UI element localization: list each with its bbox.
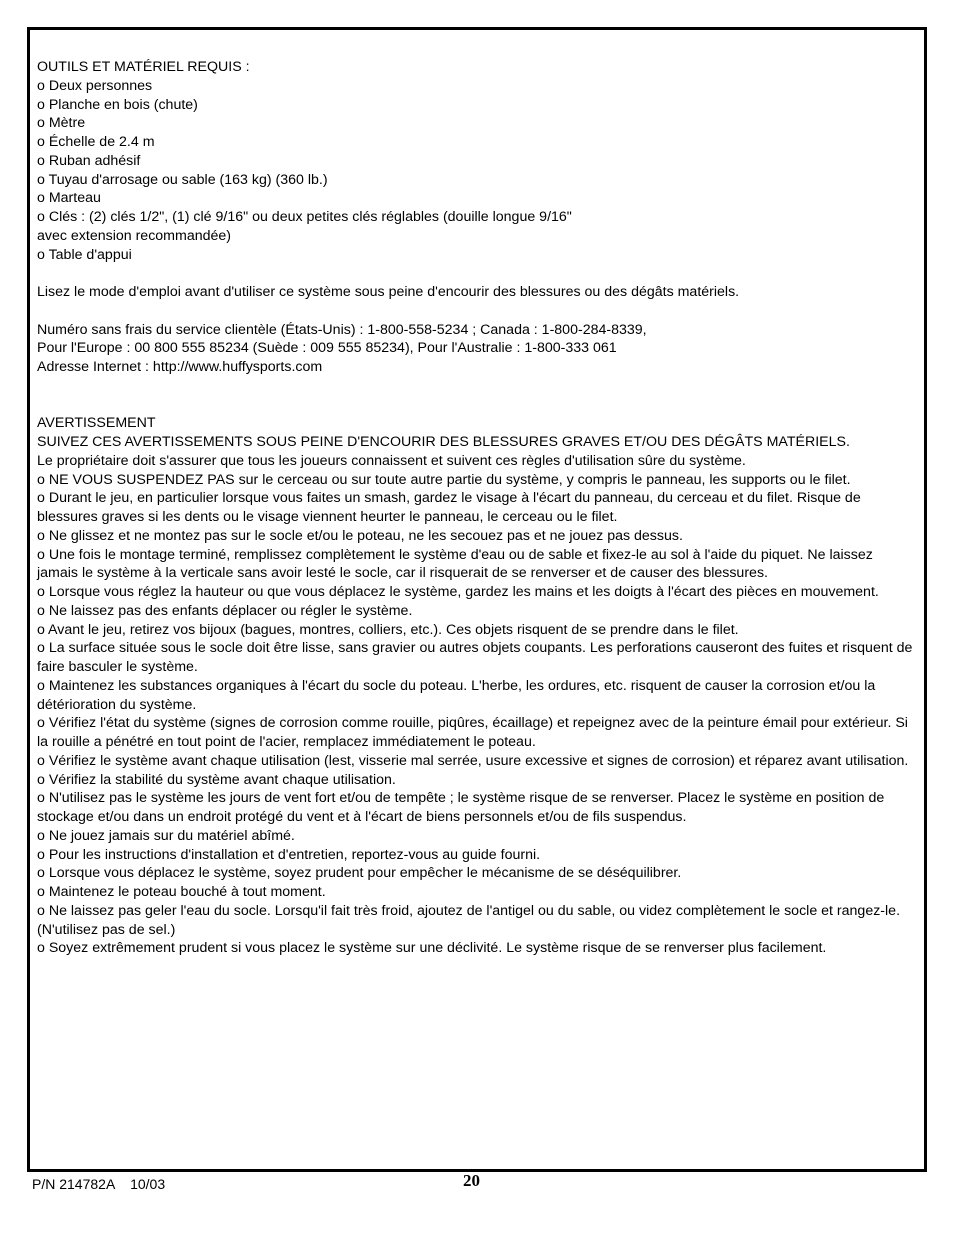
warning-item: o Maintenez le poteau bouché à tout moment.: [37, 884, 326, 900]
spacer: [37, 264, 913, 283]
warning-item: o Durant le jeu, en particulier lorsque vous faites un smash, gardez le visage à l'écart du panneau, du cerceau et du filet. Risque de blessures graves si les dents ou le visage viennent heurter le panneau, le cerceau ou le filet.: [37, 490, 861, 525]
contact-line: Numéro sans frais du service clientèle (États-Unis) : 1-800-558-5234 ; Canada : 1-800-284-8339,: [37, 321, 647, 338]
warning-item: o La surface située sous le socle doit être lisse, sans gravier ou autres objets coupants. Les perforations causeront des fuites et risquent de faire basculer le système.: [37, 640, 913, 675]
warning-item: o Lorsque vous déplacez le système, soyez prudent pour empêcher le mécanisme de se déséquilibrer.: [37, 865, 682, 882]
warning-item: o Ne glissez et ne montez pas sur le socle et/ou le poteau, ne les secouez pas et ne jouez pas dessus.: [37, 527, 683, 544]
tools-heading: OUTILS ET MATÉRIEL REQUIS :: [37, 59, 250, 75]
warning-subtitle: SUIVEZ CES AVERTISSEMENTS SOUS PEINE D'ENCOURIR DES BLESSURES GRAVES ET/OU DES DÉGÂTS MATÉRIELS.: [37, 434, 850, 450]
warning-item: o Ne laissez pas des enfants déplacer ou régler le système.: [37, 602, 413, 619]
warning-item: o NE VOUS SUSPENDEZ PAS sur le cerceau ou sur toute autre partie du système, y compris le panneau, les supports ou le filet.: [37, 471, 851, 488]
warning-title: AVERTISSEMENT: [37, 415, 156, 432]
tools-section: [37, 58, 913, 264]
tools-item: o Ruban adhésif: [37, 152, 141, 169]
warning-item: o Ne laissez pas geler l'eau du socle. Lorsqu'il fait très froid, ajoutez de l'antigel ou du sable, ou videz complètement le socle et rangez-le. (N'utilisez pas de sel.): [37, 902, 901, 938]
tools-item: o Deux personnes: [37, 77, 153, 94]
contact-section: [37, 321, 913, 377]
tools-item: o Tuyau d'arrosage ou sable (163 kg) (360 lb.): [37, 171, 328, 188]
warning-item: o Vérifiez l'état du système (signes de corrosion comme rouille, piqûres, écaillage) et repeignez avec de la peinture émail pour extérieur. Si la rouille a pénétré en tout point de l'acier, remplacez immédiatement le poteau.: [37, 715, 908, 750]
tools-item: avec extension recommandée): [37, 227, 231, 244]
warning-item: o Vérifiez la stabilité du système avant chaque utilisation.: [37, 771, 396, 788]
warning-item: o N'utilisez pas le système les jours de vent fort et/ou de tempête ; le système risque de se renverser. Placez le système en position de stockage et/ou dans un endroit protégé du vent et à l'écart de biens personnels et/ou de fils suspendus.: [37, 790, 885, 825]
tools-item: o Planche en bois (chute): [37, 96, 198, 113]
warning-item: o Lorsque vous réglez la hauteur ou que vous déplacez le système, gardez les mains et les doigts à l'écart des pièces en mouvement.: [37, 584, 879, 600]
page-number: 20: [463, 1171, 480, 1190]
part-number: P/N 214782A 10/03: [32, 1176, 166, 1192]
warning-item: o Avant le jeu, retirez vos bijoux (bagues, montres, colliers, etc.). Ces objets risquent de se prendre dans le filet.: [37, 621, 739, 638]
contact-line: Pour l'Europe : 00 800 555 85234 (Suède : 009 555 85234), Pour l'Australie : 1-800-333 061: [37, 340, 617, 357]
warning-section: [37, 414, 913, 958]
warning-item: o Une fois le montage terminé, remplissez complètement le système d'eau ou de sable et fixez-le au sol à l'aide du piquet. Ne laissez jamais le système à la verticale sans avoir lesté le socle, car il risquerait de se renverser et de causer des blessures.: [37, 546, 873, 582]
tools-item: o Table d'appui: [37, 246, 132, 263]
tools-item: o Mètre: [37, 115, 86, 132]
tools-item: o Clés : (2) clés 1/2", (1) clé 9/16" ou deux petites clés réglables (douille longue 9/16": [37, 209, 572, 225]
tools-item: o Échelle de 2.4 m: [37, 134, 155, 150]
read-manual-notice: Lisez le mode d'emploi avant d'utiliser ce système sous peine d'encourir des blessures ou des dégâts matériels.: [37, 284, 740, 300]
warning-item: o Pour les instructions d'installation et d'entretien, reportez-vous au guide fourni.: [37, 846, 541, 863]
warning-intro: Le propriétaire doit s'assurer que tous les joueurs connaissent et suivent ces règles d'utilisation sûre du système.: [37, 452, 746, 469]
warning-item: o Ne jouez jamais sur du matériel abîmé.: [37, 827, 295, 844]
spacer: [37, 377, 913, 415]
contact-line: Adresse Internet : http://www.huffysports.com: [37, 359, 323, 375]
spacer: [37, 302, 913, 321]
document-body: [37, 58, 913, 958]
warning-item: o Soyez extrêmement prudent si vous placez le système sur une déclivité. Le système risque de se renverser plus facilement.: [37, 940, 827, 957]
warning-item: o Maintenez les substances organiques à l'écart du socle du poteau. L'herbe, les ordures, etc. risquent de causer la corrosion et/ou la détérioration du système.: [37, 677, 876, 713]
tools-item: o Marteau: [37, 190, 101, 207]
warning-item: o Vérifiez le système avant chaque utilisation (lest, visserie mal serrée, usure excessive et signes de corrosion) et réparez avant utilisation.: [37, 752, 909, 769]
